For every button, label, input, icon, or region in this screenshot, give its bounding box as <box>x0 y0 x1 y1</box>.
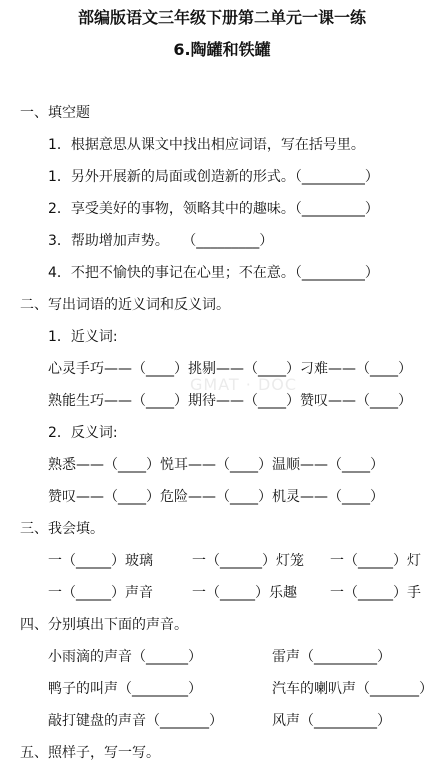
section-1-heading: 一、填空题 <box>20 105 90 121</box>
fill-item: 一（______）灯笼 <box>192 553 304 569</box>
antonym-label: 2．反义词: <box>48 425 118 441</box>
page-title: 部编版语文三年级下册第二单元一课一练 <box>77 8 366 27</box>
section-3-heading: 三、我会填。 <box>20 521 104 537</box>
fill-item: 一（_____）乐趣 <box>192 585 297 601</box>
question-2: 2．享受美好的事物，领略其中的趣味。（_________） <box>48 201 379 217</box>
section-4-heading: 四、分别填出下面的声音。 <box>20 617 188 633</box>
sound-item: 鸭子的叫声（________） <box>48 681 202 697</box>
question-4: 4．不把不愉快的事记在心里；不在意。（_________） <box>48 265 379 281</box>
fill-item: 一（_____）灯 <box>330 553 421 569</box>
lesson-title: 6.陶罐和铁罐 <box>173 40 271 59</box>
synonym-row: 熟能生巧——（____）期待——（____）赞叹——（____） <box>48 393 412 409</box>
sound-item: 敲打键盘的声音（_______） <box>48 713 223 729</box>
watermark: GMAT · DOC <box>190 375 298 394</box>
sound-item: 风声（_________） <box>272 713 391 729</box>
section-2-heading: 二、写出词语的近义词和反义词。 <box>20 297 230 313</box>
fill-item: 一（_____）手 <box>330 585 421 601</box>
antonym-row: 赞叹——（____）危险——（____）机灵——（____） <box>48 489 384 505</box>
fill-item: 一（_____）声音 <box>48 585 153 601</box>
fill-item: 一（_____）玻璃 <box>48 553 153 569</box>
sound-item: 小雨滴的声音（______） <box>48 649 202 665</box>
question-1: 1．另外开展新的局面或创造新的形式。（_________） <box>48 169 379 185</box>
section-5-heading: 五、照样子，写一写。 <box>20 745 160 761</box>
synonym-label: 1．近义词: <box>48 329 118 345</box>
synonym-row: 心灵手巧——（____）挑剔——（____）刁难——（____） <box>48 361 412 377</box>
sound-item: 雷声（_________） <box>272 649 391 665</box>
section-1-instruction: 1．根据意思从课文中找出相应词语，写在括号里。 <box>48 137 365 153</box>
antonym-row: 熟悉——（____）悦耳——（____）温顺——（____） <box>48 457 384 473</box>
question-3: 3．帮助增加声势。 （_________） <box>48 233 274 249</box>
sound-item: 汽车的喇叭声（_______） <box>272 681 433 697</box>
